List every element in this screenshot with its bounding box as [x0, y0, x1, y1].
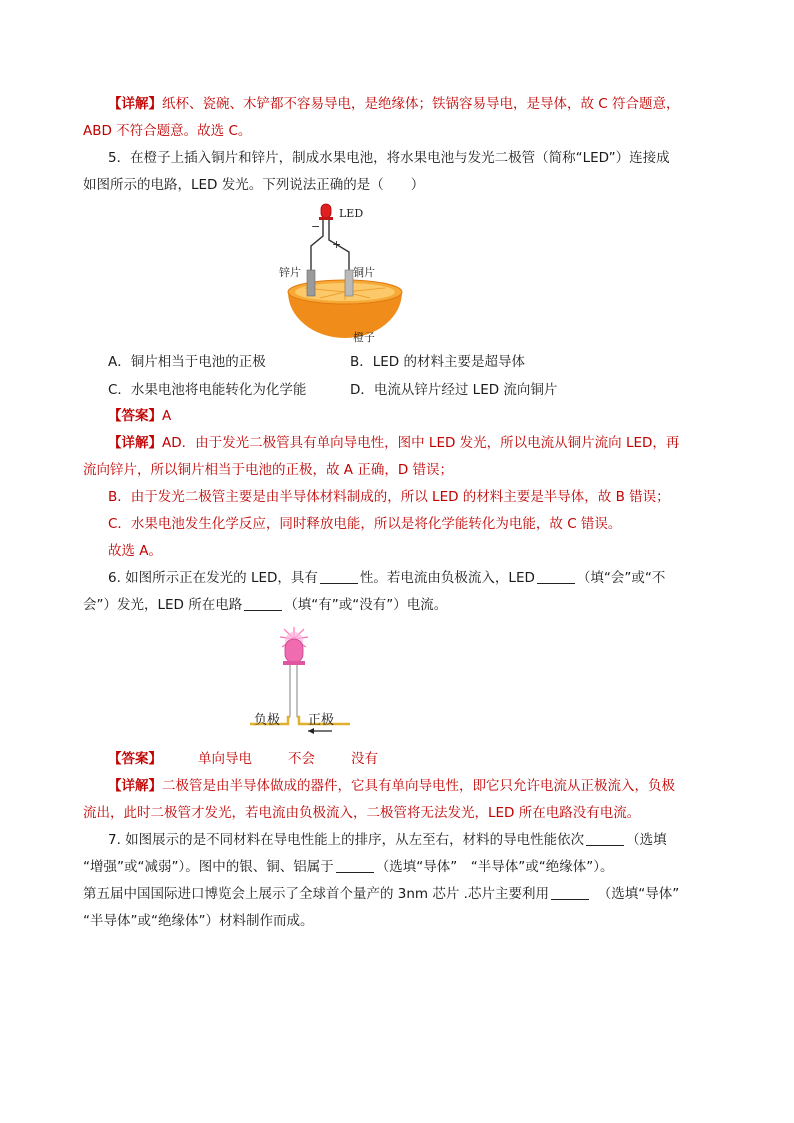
answer-value: 不会 — [288, 751, 315, 767]
q6-answer — [108, 749, 378, 769]
q7-text: 7. 如图展示的是不同材料在导电性能上的排序，从左至右，材料的导电性能依次 — [108, 832, 585, 848]
q6-stem-line-2 — [83, 595, 447, 615]
explain-tag: 【详解】 — [108, 96, 162, 112]
q5-explain-line-3: B．由于发光二极管主要是由半导体材料制成的，所以 LED 的材料主要是半导体，故 B 错误； — [108, 489, 670, 505]
zinc-label: 锌片 — [279, 266, 301, 279]
fruit-battery-figure — [275, 200, 415, 345]
q7-line-4: “半导体”或“绝缘体”）材料制作而成。 — [83, 913, 314, 929]
q7-line-2 — [83, 857, 613, 877]
answer-tag: 【答案】 — [108, 408, 162, 424]
q6-stem-text: （填“会”或“不 — [576, 570, 666, 586]
negative-pole-label: 负极 — [254, 713, 281, 728]
minus-sign: − — [311, 220, 321, 233]
led-figure — [250, 625, 350, 737]
explain-tag: 【详解】 — [108, 778, 162, 794]
plus-sign: + — [332, 238, 342, 251]
answer-blank[interactable] — [320, 569, 358, 584]
q5-option-b: B．LED 的材料主要是超导体 — [350, 354, 525, 370]
q5-explain-line-4: C．水果电池发生化学反应，同时释放电能，所以是将化学能转化为电能，故 C 错误。 — [108, 516, 622, 532]
q7-text: （选填 — [626, 832, 667, 848]
q6-explain-line-2: 流出，此时二极管才发光，若电流由负极流入，二极管将无法发光，LED 所在电路没有电流。 — [83, 805, 641, 821]
q6-stem-line-1 — [108, 568, 665, 588]
answer-tag: 【答案】 — [108, 751, 162, 767]
explain-tag: 【详解】 — [108, 435, 162, 451]
q7-line-3 — [83, 884, 679, 904]
q5-answer — [108, 406, 171, 426]
answer-blank[interactable] — [551, 885, 589, 900]
q5-option-a: A．铜片相当于电池的正极 — [108, 354, 266, 370]
answer-value: 单向导电 — [198, 751, 252, 767]
q7-text: 第五届中国国际进口博览会上展示了全球首个量产的 3nm 芯片 .芯片主要利用 — [83, 886, 549, 902]
q6-stem-text: 6. 如图所示正在发光的 LED，具有 — [108, 570, 318, 586]
answer-blank[interactable] — [336, 858, 374, 873]
q7-text: （选填“导体” — [590, 886, 680, 902]
q5-explain-text: AD．由于发光二极管具有单向导电性，图中 LED 发光，所以电流从铜片流向 LED，再 — [162, 435, 680, 451]
q6-explain-line-1 — [108, 776, 675, 796]
q4-explain-line-2: ABD 不符合题意。故选 C。 — [83, 123, 252, 139]
answer-blank[interactable] — [244, 596, 282, 611]
q4-explain-line-1 — [108, 94, 680, 114]
q7-text: “增强”或“减弱”）。图中的银、铜、铝属于 — [83, 859, 334, 875]
q5-explain-line-2: 流向锌片，所以铜片相当于电池的正极，故 A 正确，D 错误； — [83, 462, 454, 478]
q4-explain-text: 纸杯、瓷碗、木铲都不容易导电，是绝缘体；铁锅容易导电，是导体，故 C 符合题意， — [162, 96, 680, 112]
q7-text: （选填“导体” “半导体”或“绝缘体”）。 — [375, 859, 614, 875]
q5-option-d: D．电流从锌片经过 LED 流向铜片 — [350, 382, 558, 398]
q6-explain-text: 二极管是由半导体做成的器件，它具有单向导电性，即它只允许电流从正极流入，负极 — [162, 778, 675, 794]
positive-pole-label: 正极 — [308, 713, 335, 728]
copper-label: 铜片 — [353, 266, 375, 279]
orange-label: 橙子 — [353, 331, 375, 344]
current-arrow-icon — [308, 728, 314, 734]
q6-stem-text: 性。若电流由负极流入，LED — [359, 570, 535, 586]
q7-line-1 — [108, 830, 667, 850]
q5-conclusion: 故选 A。 — [108, 543, 163, 559]
q6-stem-text: （填“有”或“没有”）电流。 — [284, 597, 448, 613]
led-label: LED — [339, 207, 364, 220]
answer-value: 没有 — [351, 751, 378, 767]
answer-value: A — [162, 408, 172, 424]
q5-stem-line-2: 如图所示的电路，LED 发光。下列说法正确的是（ ） — [83, 177, 425, 193]
q5-option-c: C．水果电池将电能转化为化学能 — [108, 382, 307, 398]
answer-blank[interactable] — [537, 569, 575, 584]
q5-stem-line-1: 5．在橙子上插入铜片和锌片，制成水果电池，将水果电池与发光二极管（简称“LED”）连接成 — [108, 150, 670, 166]
q6-stem-text: 会”）发光，LED 所在电路 — [83, 597, 243, 613]
q5-explain-line-1 — [108, 433, 679, 453]
answer-blank[interactable] — [586, 831, 624, 846]
